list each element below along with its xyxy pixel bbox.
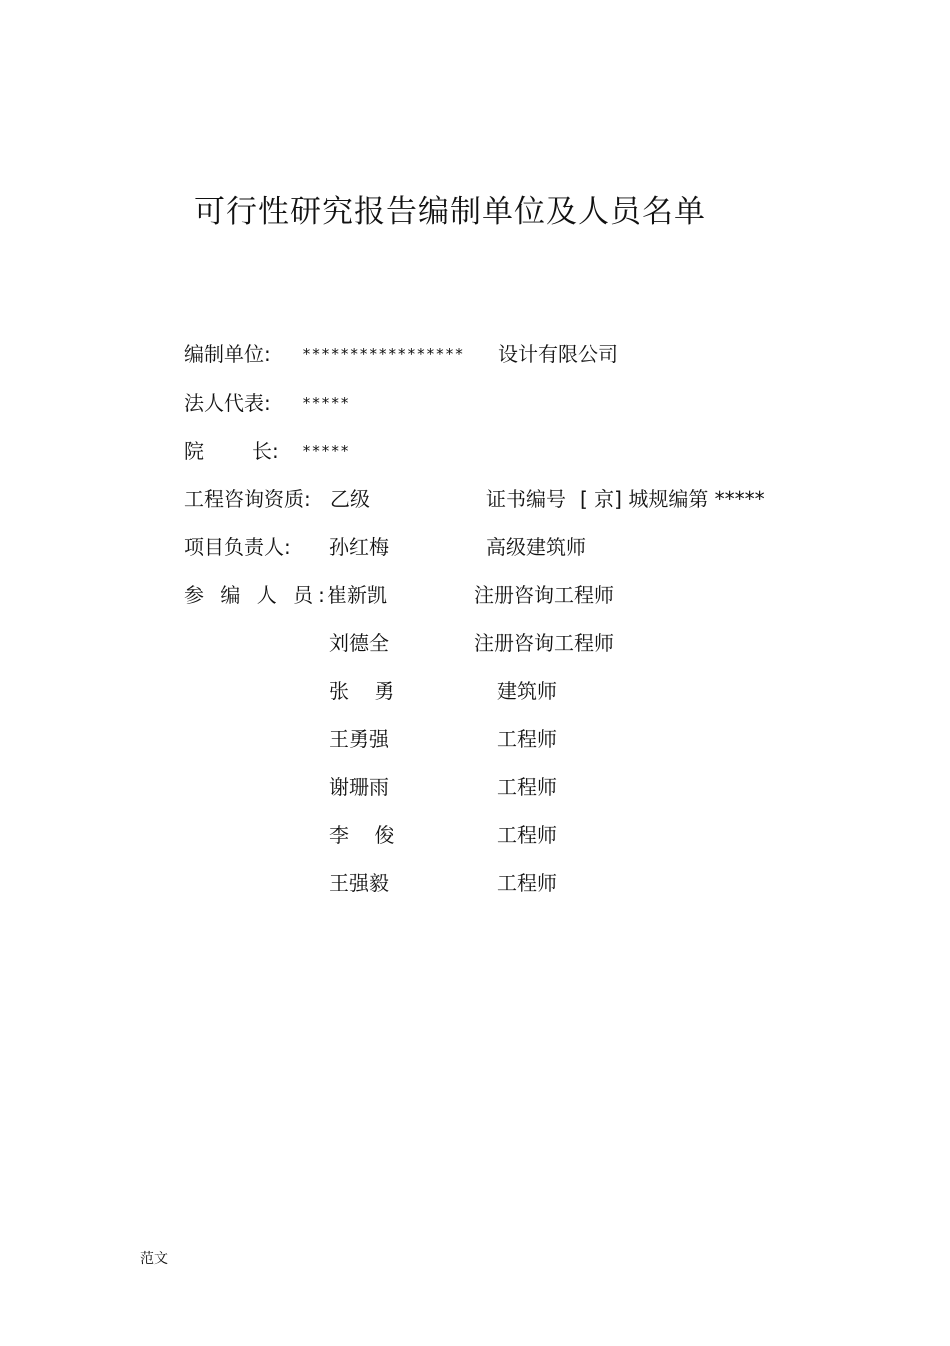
project-lead-label: 项目负责人: xyxy=(184,535,291,559)
participant-title: 注册咨询工程师 xyxy=(474,631,614,655)
legal-rep-value: ***** xyxy=(302,394,350,412)
participant-title: 注册咨询工程师 xyxy=(474,583,614,607)
unit-masked-name: ***************** xyxy=(302,345,465,363)
participant-title: 工程师 xyxy=(497,727,557,751)
qualification-value: 乙级 xyxy=(330,487,370,511)
participant-name: 谢珊雨 xyxy=(329,775,389,799)
footer-label: 范文 xyxy=(140,1251,168,1267)
participant-name: 王强毅 xyxy=(329,871,389,895)
cert-value: [ 京] 城规编第 ***** xyxy=(580,487,765,511)
participant-title: 工程师 xyxy=(497,871,557,895)
legal-rep-label: 法人代表: xyxy=(184,391,271,415)
president-value: ***** xyxy=(302,442,350,460)
participant-name: 张 勇 xyxy=(329,679,395,703)
participant-title: 建筑师 xyxy=(497,679,557,703)
participant-name: 李 俊 xyxy=(329,823,395,847)
project-lead-name: 孙红梅 xyxy=(329,535,389,559)
cert-label: 证书编号 xyxy=(486,487,566,511)
participant-name: 崔新凯 xyxy=(327,583,387,607)
participant-title: 工程师 xyxy=(497,775,557,799)
unit-suffix: 设计有限公司 xyxy=(498,342,618,366)
qualification-label: 工程咨询资质: xyxy=(184,487,311,511)
president-label-part2: 长: xyxy=(252,439,279,463)
participant-name: 王勇强 xyxy=(329,727,389,751)
page-title: 可行性研究报告编制单位及人员名单 xyxy=(194,194,706,230)
participant-title: 工程师 xyxy=(497,823,557,847)
unit-label: 编制单位: xyxy=(184,342,271,366)
participant-name: 刘德全 xyxy=(329,631,389,655)
project-lead-title: 高级建筑师 xyxy=(486,535,586,559)
president-label-part1: 院 xyxy=(184,439,204,463)
participants-label: 参 编 人 员: xyxy=(184,583,330,607)
